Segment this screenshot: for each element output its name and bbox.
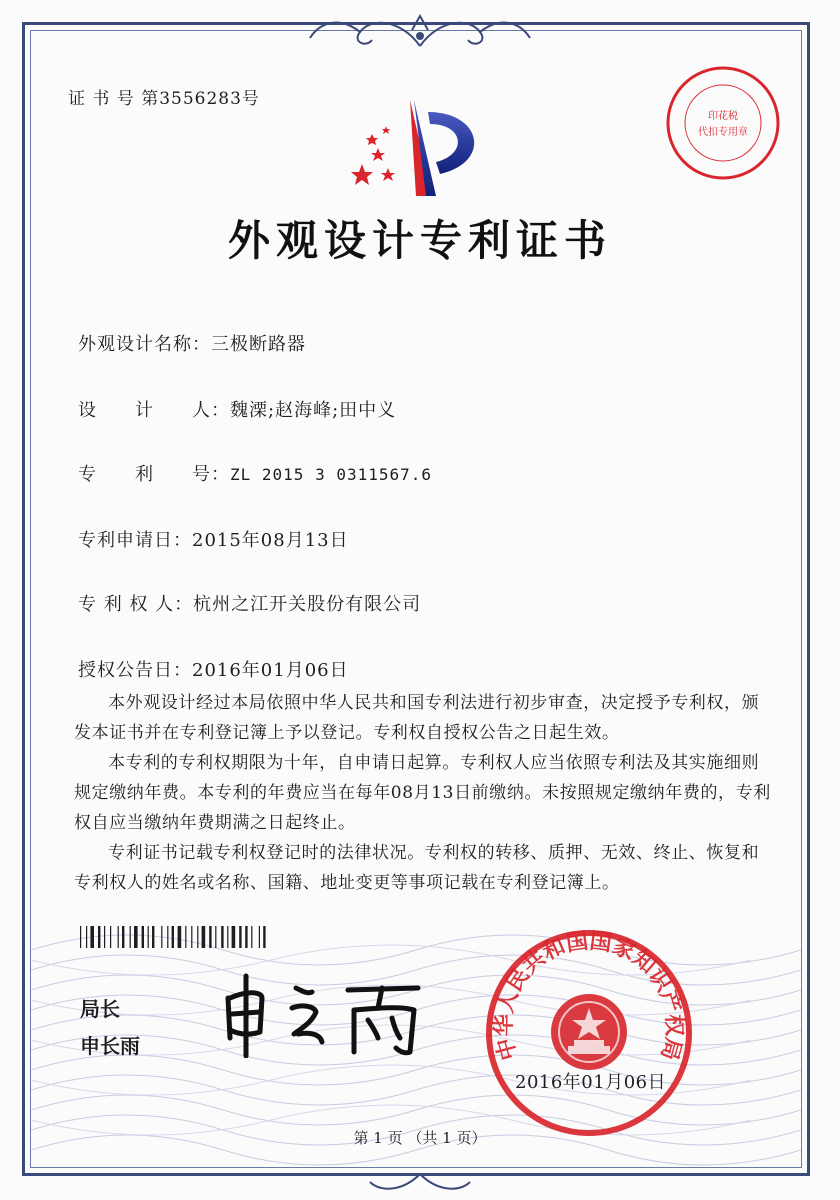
- certificate-body: [74, 688, 774, 898]
- designer-label: 设 计 人：: [78, 400, 230, 421]
- design-name-field: [78, 330, 306, 356]
- bottom-ornament: [330, 1168, 510, 1196]
- certificate-title: 外观设计专利证书: [227, 216, 612, 265]
- seal-arc-text: 中华人民共和国国家知识产权局: [490, 928, 688, 1063]
- body-paragraph-1: 本外观设计经过本局依照中华人民共和国专利法进行初步审查，决定授予专利权，颁发本证书并在专利登记簿上予以登记。专利权自授权公告之日起生效。: [74, 693, 760, 743]
- certificate-number: 证 书 号 第3556283号: [68, 89, 260, 109]
- filing-date-value: 2015年08月13日: [192, 530, 349, 551]
- page-footer: 第 1 页 （共 1 页）: [353, 1129, 487, 1147]
- grant-date-field: [78, 656, 349, 682]
- patentee-value: 杭州之江开关股份有限公司: [193, 594, 422, 615]
- design-name-label: 外观设计名称：: [78, 334, 211, 355]
- designer-field: [78, 396, 396, 422]
- director-title: 局长: [80, 997, 120, 1021]
- tax-seal-icon: [664, 64, 782, 182]
- svg-text:印花税: 印花税: [708, 111, 738, 122]
- filing-date-field: [78, 526, 349, 552]
- national-ip-seal-icon: [484, 928, 694, 1138]
- patent-number-label: 专 利 号：: [78, 464, 230, 485]
- designer-value: 魏溧;赵海峰;田中义: [230, 400, 397, 421]
- seal-date: 2016年01月06日: [515, 1072, 667, 1093]
- design-name-value: 三极断路器: [211, 334, 306, 355]
- grant-date-value: 2016年01月06日: [192, 660, 349, 681]
- patentee-field: [78, 590, 421, 616]
- body-paragraph-2: 本专利的专利权期限为十年，自申请日起算。专利权人应当依照专利法及其实施细则规定缴纳年费。本专利的年费应当在每年08月13日前缴纳。未按照规定缴纳年费的，专利权自应当缴纳年费期满之日起终止。: [74, 753, 771, 833]
- patentee-label: 专 利 权 人：: [78, 594, 194, 615]
- barcode: [80, 926, 310, 948]
- director-name: 申长雨: [80, 1034, 140, 1058]
- national-ip-logo-icon: [332, 92, 508, 202]
- patent-number-field: [78, 460, 432, 486]
- director-signature: [218, 968, 428, 1058]
- top-ornament: [300, 8, 540, 52]
- body-paragraph-3: 专利证书记载专利权登记时的法律状况。专利权的转移、质押、无效、终止、恢复和专利权人的姓名或名称、国籍、地址变更等事项记载在专利登记簿上。: [74, 843, 760, 893]
- grant-date-label: 授权公告日：: [78, 660, 192, 681]
- svg-text:代扣专用章: 代扣专用章: [698, 127, 748, 138]
- filing-date-label: 专利申请日：: [78, 530, 192, 551]
- patent-number-value: ZL 2015 3 0311567.6: [230, 465, 433, 484]
- national-emblem-icon: [551, 994, 627, 1070]
